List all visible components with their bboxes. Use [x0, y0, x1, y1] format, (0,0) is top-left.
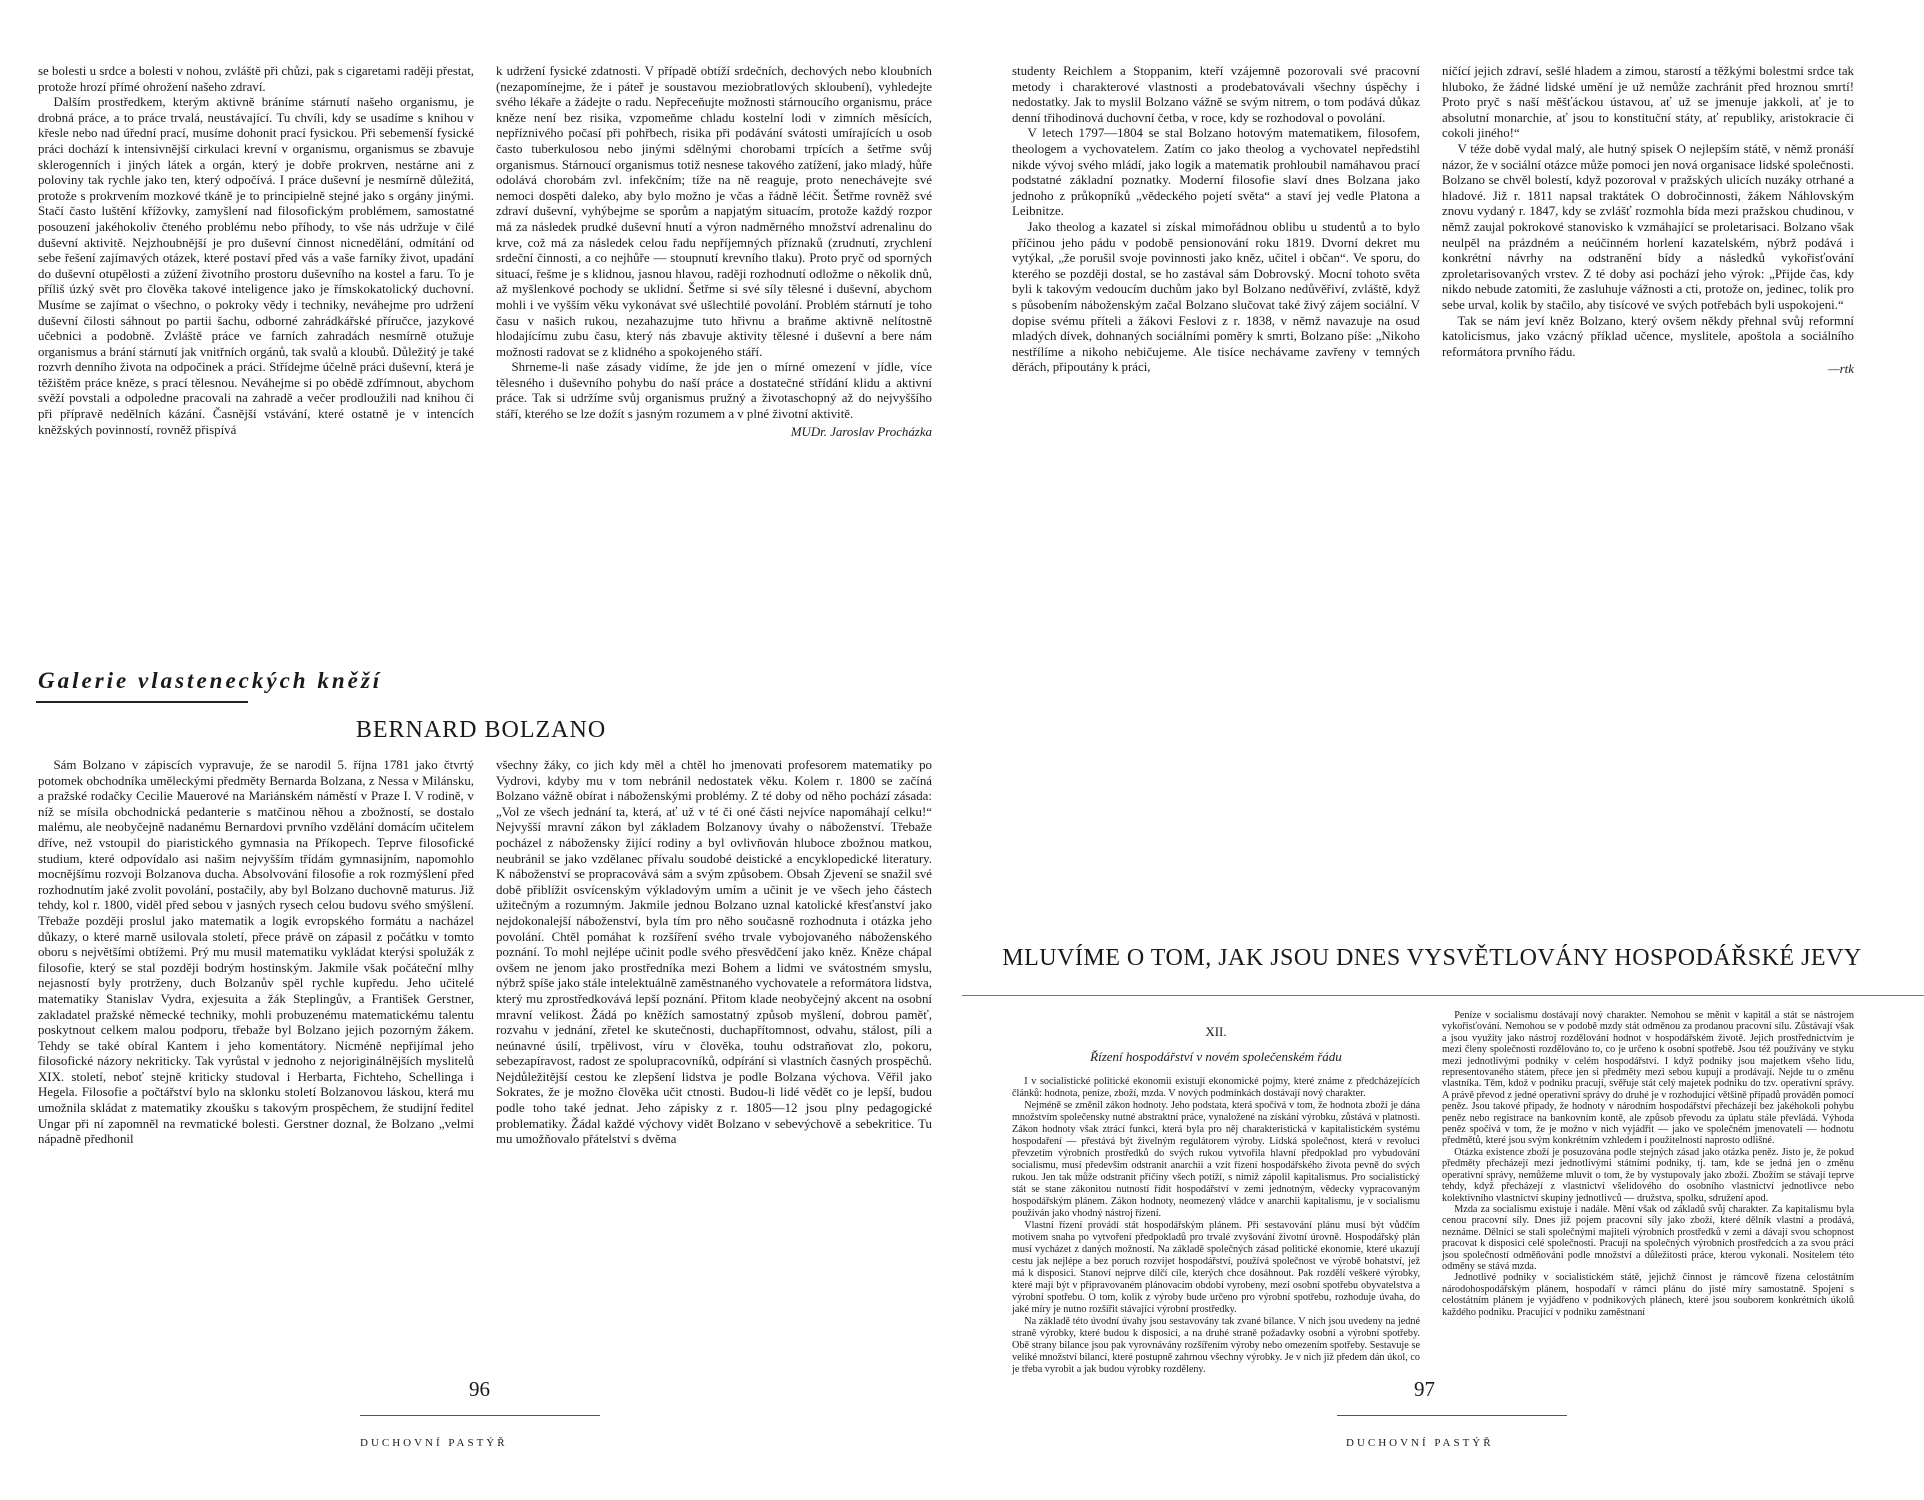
left-column-1: [38, 64, 474, 438]
paragraph: Otázka existence zboží je posuzována podle stejných zásad jako otázka peněz. Jisto je, že pokud předměty přecházejí mezi jednotlivými státními podniky, tj. tam, kde se jedná jen o změnu operativní správy, nemůžeme mluvit o tom, že by vystupovaly jako zboží. Zbožím se stávají teprve tehdy, když přecházejí z vlastnictví všelidového do osobního vlastnictví jednotlivce nebo kolektivního vlastnictví skupiny jednotlivců — družstva, spolku, sdružení apod.: [1442, 1146, 1854, 1204]
left-column-3: [38, 758, 474, 1148]
paragraph: všechny žáky, co jich kdy měl a chtěl ho jmenovati profesorem matematiky po Vydrovi, kdyby mu v tom nebránil nedostatek věku. Kolem r. 1800 se začíná Bolzano vážně obírat i náboženskými problémy. Z té doby od něho pochází zásada: „Vol ze všech jednání ta, která, ať už v té či oné části nejvíce napomáhají celku!“ Nejvyšší mravní zákon byl základem Bolzanovy úvahy o náboženství. Třebaže pocházel z nábožensky žijící rodiny a byl ovlivňován hluboce zbožnou matkou, neubránil se jako vzdělanec přívalu soudobé deistické a encyklopedické literatury. K náboženství se propracovává sám a svým způsobem. Obsah Zjevení se snažil své době přiblížit osvícenským výkladovým umím a učinit je ve všech jeho částech užitečným a rozumným. Jakmile jednou Bolzano uznal katolické křesťanství jako nejdokonalejší náboženství, byla tím pro něho současně rozhodnuta i otázka jeho povolání. Chtěl pomáhat k rozšíření svého trvale vybojovaného náboženského poznání. To mohl nejlépe učinit podle svého přesvědčení jako kněz. Kněze chápal ovšem ne jenom jako prostředníka mezi Bohem a lidmi ve svátostném smyslu, nýbrž spíše jako stále intelektuálně zaměstnaného vychovatele a reformátora lidstva, který mu zprostředkovává lepší poznání. Přitom klade neobyčejný akcent na osobní mravní velikost. Žádá po kněžích samostatný způsob myšlení, dobrou paměť, rozvahu v jednání, zřetel ke skutečnosti, duchapřítomnost, odvahu, stálost, píli a neúnavné úsilí, trpělivost, víru v člověka, touhu odstraňovat zlo, pokoru, sebezapíravost, radost ze spolupracovníků, odpírání si vlastních časných prospěchů. Nejdůležitější cestou ke zlepšení lidstva je podle Bolzana výchova. Věřil jako Sokrates, že je možno člověka učit ctnosti. Budou-li lidé vědět co je lepší, budou podle toho také jednat. Jeho zápisky z r. 1805—12 jsou plny pedagogické problematiky. Žádal každé výchovy vidět Bolzano v sebevýchově a sebekritice. Tu mu umožňovalo přátelství s dvěma: [496, 758, 932, 1147]
paragraph: se bolesti u srdce a bolesti v nohou, zvláště při chůzi, pak s cigaretami raději přestat, protože hrozí přímé ohrožení našeho zdraví.: [38, 64, 474, 94]
page-number: 96: [469, 1377, 490, 1401]
paragraph: ničící jejich zdraví, sešlé hladem a zimou, starostí a těžkými bolestmi srdce tak hluboko, že žádné lidské umění je už nemůže zachránit před hroznou smrtí! Proto pryč s naší měšťáckou ústavou, ať už se jmenuje jakkoli, ať je to absolutní monarchie, ať jsou to konstituční státy, ať republiky, aristokracie či cokoli jiného!“: [1442, 64, 1854, 141]
right-column-3: [1012, 1076, 1420, 1376]
author-signature: —rtk: [1828, 362, 1854, 377]
left-column-4: [496, 758, 932, 1148]
paragraph: studenty Reichlem a Stoppanim, kteří vzájemně pozorovali své pracovní metody i charakterové vlastnosti a prodebatovávali všechny úspěchy i nedostatky. Jak to myslil Bolzano vážně se svým nitrem, o tom podává důkaz denní třihodinová duchovní četba, v roce, kdy se rozhodoval o povolání.: [1012, 64, 1420, 125]
article-title: MLUVÍME O TOM, JAK JSOU DNES VYSVĚTLOVÁNY HOSPODÁŘSKÉ JEVY: [1002, 945, 1862, 971]
paragraph: Tak se nám jeví kněz Bolzano, který ovšem někdy přehnal svůj reformní katolicismus, jako vzácný příklad učence, myslitele, apoštola a sociálního reformátora prvního řádu.: [1442, 313, 1854, 359]
paragraph: Na základě této úvodní úvahy jsou sestavovány tak zvané bilance. V nich jsou uvedeny na jedné straně výrobky, které budou k disposici, a na druhé straně požadavky osobní a výrobní spotřeby. Obě strany bilance jsou pak vyrovnávány rozšířením výroby nebo omezením spotřeby. Sestavuje se veliké množství bilancí, které postupně zahrnou všechny výrobky. Je v nich již předem dán úkol, co je třeba vyrobit a jak budou výrobky rozděleny.: [1012, 1316, 1420, 1375]
paragraph: V téže době vydal malý, ale hutný spisek O nejlepším státě, v němž pronáší názor, že v sociální otázce může pomoci jen nová organisace lidské společnosti. Bolzano se chvěl bolestí, když pozoroval v pražských ulicích nuzáky otrhané a hladové. Již r. 1811 napsal traktátek O dobročinnosti, žákem Náhlovským znovu vydaný r. 1847, kdy se zvlášť rozmohla bída mezi pražskou chudinou, v němž zaujal pokrokové stanovisko k vzmáhající se proletarisaci. Bolzano však neulpěl na prázdném a neúčinném horlení kazatelském, nýbrž podává i konkrétní návrhy na odstranění bídy a následků vykořisťování zproletarisovaných vrstev. Z té doby asi pochází jeho výrok: „Přijde čas, kdy nikdo nebude zatomiti, že zasluhuje vážnosti a cti, protože on, jedinec, tolik pro sebe urval, kolik by stačilo, aby tisícové ve svých potřebách byli uspokojeni.“: [1442, 141, 1854, 312]
paragraph: I v socialistické politické ekonomii existují ekonomické pojmy, které známe z předcházejících článků: hodnota, peníze, zboží, mzda. V nových podmínkách dostávají nový charakter.: [1012, 1076, 1420, 1099]
section-subtitle: Řízení hospodářství v novém společenském řádu: [1090, 1049, 1342, 1064]
footer-rule: [360, 1415, 600, 1416]
footer-label: DUCHOVNÍ PASTÝŘ: [360, 1437, 508, 1449]
paragraph: Jako theolog a kazatel si získal mimořádnou oblibu u studentů a to bylo příčinou jeho pádu v podobě pensionování roku 1819. Dvorní dekret mu vytýkal, „že porušil svoje povinnosti jako kněz, učitel i občan“. Ve sporu, do kterého se později dostal, se ho zastával sám Dobrovský. Mocní tohoto světa byli k takovým vedoucím duchům jako byl Bolzano nedůvěřiví, zvláště, když s působením náboženským začal Bolzano slučovat také živý zájem sociální. V dopise svému příteli a žákovi Feslovi z r. 1838, v němž navazuje na osud mladých dívek, dohnaných sociálními poměry k smrti, Bolzano píše: „Nikoho nestřílíme a nikoho nebičujeme. Ale tisíce nechávame zavřeny v temných děrách, připoutány k práci,: [1012, 219, 1420, 375]
paragraph: Shrneme-li naše zásady vidíme, že jde jen o mírné omezení v jídle, více tělesného i duševního pohybu do naší práce a dostatečné střídání klidu a aktivní práce. Tak si udržíme svůj organismus pružný a životaschopný až do nejvyššího stáří, kterého se lze dožít s jasným rozumem a v plné životní aktivitě.: [496, 360, 932, 422]
paragraph: Vlastní řízení provádí stát hospodářským plánem. Při sestavování plánu musí být vůdčím motivem snaha po vytvoření předpokladů pro trvalé zvyšování životní úrovně. Hospodářský plán musí vycházet z daných možností. Na základě společných zásad politické ekonomie, které ukazují cestu jak nejlépe a bez poruch rozvíjet hospodářství, používá společnost ve výrobě bohatství, jež má k disposici. Stanoví nejprve dílčí cíle, kterých chce dosáhnout. Pak rozdělí veškeré výrobky, které mají být v připravovaném plánovacím období vyrobeny, mezi osobní spotřebu obyvatelstva a výrobní spotřebu. O tom, kolik z výroby bude určeno pro výrobní spotřebu, rozhoduje úvaha, do jaké míry je nutno rozšířit stávající výrobní prostředky.: [1012, 1220, 1420, 1315]
paragraph: Nejméně se změnil zákon hodnoty. Jeho podstata, která spočívá v tom, že hodnota zboží je dána množstvím společensky nutné abstraktní práce, vynaložené na získání výrobku, zůstává v platnosti. Zákon hodnoty však ztrácí funkci, která byla pro něj charakteristická v kapitalistickém systému hospodaření — přestává být živelným regulátorem výroby. Lidská společnost, která v revoluci převzetím výrobních prostředků do svých rukou vytvořila hlavní předpoklad pro vybudování socialismu, musí především odstranit anarchii a vzít řízení hospodářského života pevně do svých rukou. Jen tak může odstranit příčiny všech potíží, s nimiž zápolil kapitalismus. Pro socialistický stát se stane zákonitou nutností řídit hospodářství v zemi jednotným, vědecky vypracovaným hospodářským plánem. Zákon hodnoty, neomezený vládce v anarchii kapitalismu, je v socialismu používán jako vhodný nástroj řízení.: [1012, 1100, 1420, 1219]
article-title: BERNARD BOLZANO: [355, 717, 607, 743]
paragraph: V letech 1797—1804 se stal Bolzano hotovým matematikem, filosofem, theologem a vychovatelem. Zatím co jako theolog a vychovatel nepředstihl nikde vývoj svého mládí, jako logik a matematik prohloubil namáhavou prací podstatné základní poznatky. Moderní filosofie slaví dnes Bolzana jako jednoho z průkopníků „vědeckého pojetí světa“ a staví jej vedle Platona a Leibnitze.: [1012, 126, 1420, 219]
paragraph: Mzda za socialismu existuje i nadále. Mění však od základů svůj charakter. Za kapitalismu byla cenou pracovní síly. Dnes již pojem pracovní síly jako zboží, které dělník vlastní a prodává, neznáme. Dělníci se stali společnými majiteli výrobních prostředků v zemi a dávají svou schopnost pracovat k disposici celé společnosti. Pracují na společných výrobních prostředcích a za svou práci jsou společností odměňováni podle množství a důležitosti práce, kterou vykonali. Nositelem této odměny se stává mzda.: [1442, 1203, 1854, 1272]
section-title: Galerie vlasteneckých kněží: [38, 668, 383, 693]
section-number: XII.: [1205, 1024, 1227, 1039]
left-column-2: [496, 64, 932, 440]
author-signature: MUDr. Jaroslav Procházka: [790, 424, 932, 439]
footer-label: DUCHOVNÍ PASTÝŘ: [1346, 1437, 1494, 1449]
section-title-underline: [36, 701, 248, 703]
page-number: 97: [1414, 1377, 1435, 1401]
paragraph: Peníze v socialismu dostávají nový charakter. Nemohou se měnit v kapitál a stát se nástrojem vykořisťování. Nemohou se v podobě mzdy stát odměnou za prodanou pracovní sílu. Zůstávají však a jsou využity jako nástroj rozdělování hodnot v hospodářském životě. Jejich prostřednictvím je mezi členy společnosti rozdělováno to, co je určeno k osobní spotřebě. Jsou též používány ve styku mezi jednotlivými podniky v celém hospodářství. I když podniky jsou majetkem všeho lidu, representovaného státem, přece jen si předměty mezi sebou kupují a prodávají. Nejde tu o změnu vlastníka. Těm, kdož v podniku pracují, svěřuje stát celý majetek podniku do tzv. operativní správy. A právě převod z jedné operativní správy do druhé je v rozhodující většině případů prováděn pomocí peněz. Jsou takové případy, že hodnoty v národním hospodářství přecházejí bez jakéhokoli pohybu peněz nebo registrace na bankovním kontě, ale způsob převodu za úplatu stále převládá. Výhoda peněz spočívá v tom, že je možno v nich vyjádřit — jako ve společném jmenovateli — hodnotu předmětů, které jsou svým konkrétním vzhledem i použitelností naprosto odlišné.: [1442, 1010, 1854, 1147]
paragraph: Dalším prostředkem, kterým aktivně bráníme stárnutí našeho organismu, je drobná práce, a to práce trvalá, neustávající. Tu chvíli, kdy se usadíme s knihou v křesle nebo nad úřední prací, musíme dohonit prací fysickou. Při sebemenší fysické práci dochází k intensivnější cirkulaci krevní v organismu, organismus se zbavuje sklerogenních i jiných látek a orgán, který je dobře prokrven, nestárne ani z poloviny tak rychle jako ten, který odpočívá. I práce duševní je nesmírně důležitá, protože s prokrvením mozkové tkáně je to principielně stejné jako s orgány jinými. Stačí často luštění křížovky, zamyšlení nad filosofickým problémem, samostatné posouzení jakéhokoliv čteného problému nebo příhody, to vše nás udržuje v čilé duševní aktivitě. Nejzhoubnější je pro duševní činnost nicnedělání, odmítání od sebe řešení zajímavých otázek, které postaví před vás a vaše farníky život, upadání do duševní otupělosti a zúžení životního prostoru duševního na kostel a faru. To je příliš úzký svět pro člověka takové inteligence jako je římskokatolický duchovní. Musíme se zajímat o všechno, o pokroky vědy i techniky, neváhejme pro udržení duševní čilosti sáhnout po partii šachu, odborné zahrádkářské příručce, jazykové učebnici a podobně. Zvláště práce ve farních zahradách nesmírně otužuje organismus a brání stárnutí jak vnitřních orgánů, tak svalů a kloubů. Důležitý je také rozvrh denního života na odpočinek a práci. Střídejme účelně práci duševní, která je těžištěm práce kněze, s prací tělesnou. Neváhejme si po obědě zdřímnout, abychom svěží povstali a odpoledne pracovali na zahradě a večer prodloužili nad knihou či při přípravě nedělních kázání. Časnější vstávání, které ostatně je v intencích kněžských povinností, rovněž přispívá: [38, 95, 474, 437]
right-column-2: [1442, 64, 1854, 378]
title-rule: [962, 995, 1924, 996]
right-column-4: [1442, 1010, 1854, 1318]
page-97: [962, 0, 1924, 1500]
right-column-1: [1012, 64, 1420, 376]
paragraph: Jednotlivé podniky v socialistickém státě, jejichž činnost je rámcově řízena celostátním národohospodářským plánem, hospodaří v rámci plánu do jisté míry samostatně. Spojení s celostátním plánem je vyjádřeno v podnikových plánech, které jsou souborem konkrétních úkolů každého podniku. Pracující v podniku zaměstnaní: [1442, 1272, 1854, 1318]
paragraph: Sám Bolzano v zápiscích vypravuje, že se narodil 5. října 1781 jako čtvrtý potomek obchodníka uměleckými předměty Bernarda Bolzana, z Nessa v Milánsku, a pražské rodačky Cecilie Mauerové na Mariánském náměstí v Praze I. V rodině, v níž se mísila obchodnická pedanterie s matčinou něhou a zbožností, se dostalo malému, ale neobyčejně nadanému Bernardovi prvního vzdělání domácím učitelem dříve, než vstoupil do piaristického gymnasia na Příkopech. Teprve filosofické studium, které odpovídalo asi našim nejvyšším třídám gymnasijním, napomohlo mocnějšímu rozvoji Bolzanova ducha. Absolvování filosofie a rok rozmýšlení před rozhodnutím jaké zvolit povolání, postačily, aby byl Bolzano duchovně maturus. Již tehdy, kol r. 1800, viděl před sebou v jasných rysech celou budovu svého smýšlení. Třebaže později proslul jako matematik a logik evropského formátu a nacházel důkazy, o které marně usilovala století, přece právě on zápasil z počátku v tomto oboru s největšími obtížemi. Prý mu musil matematiku vykládat kterýsi spolužák z filosofie, který se stal později bodrým hostinským. Jakmile však počáteční mlhy nejasností byly protrženy, duch Bolzanův spěl rychle kupředu. Jeho učitelé matematiky Stanislav Vydra, exjesuita a žák Steplingův, a František Gerstner, zakladatel pražské německé techniky, mohli probuzenému matematickému talentu poskytnout celkem malou podporu, třebaže byl Bolzano jejich pozorným žákem. Tehdy se také obíral Kantem i jeho komentátory. Nicméně nepřijímal jeho filosofické názory nekriticky. Tak vyrůstal v jednoho z nejoriginálnějších myslitelů XIX. století, neboť stejně kriticky studoval i Herbarta, Fichteho, Schellinga i Hegela. Filosofie a počtářství bylo na sklonku století Bolzanovou láskou, která mu umožnila skládat z matematiky zkoušku s takovým prospěchem, že studijní ředitel Ungar při ní zapomněl na revmatické bolesti. Gerstner doznal, že Bolzano „velmi nápadně předhonil: [38, 758, 474, 1147]
paragraph: k udržení fysické zdatnosti. V případě obtíží srdečních, dechových nebo kloubních (nezapomínejme, že i páteř je soustavou meziobratlových skloubení), vyhledejte svého lékaře a žádejte o radu. Nepřeceňujte možnosti stárnoucího organismu, práce kněze není bez risika, vzpomeňme chladu kostelní lodi v zimních měsících, nepříznivého počasí při pohřbech, risika při podávání svátosti umírajících u osob často tuberkulosou nebo jinými sdělnými chorobami trpících a šetřme svůj organismus. Stárnoucí organismus totiž nesnese takového zatížení, jako mladý, hůře odolává chorobám zvl. infekčním; tíže na ně reaguje, proto nenechávejte své nemoci dospěti daleko, aby bylo možno je včas a řádně léčit. Šetřme rovněž své zdraví duševní, vyhýbejme se sporům a napjatým situacím, protože každý rozpor má za následek prudké duševní hnutí a výron nadměrného množství adrenalinu do krve, což má za následek celou řadu nepříjemných příznaků (zrudnutí, zrychlení srdeční činnosti, a co nejhůře — stoupnutí krevního tlaku). Proto pryč od sporných situací, řešme je s klidnou, jasnou hlavou, raději rozhodnutí odložme o několik dnů, až myšlenkové pochody se uklidní. Šetřme si své síly tělesné i duševní, abychom mohli i ve vyšším věku vykonávat své ušlechtilé povolání. Problém stárnutí je toho času v našich rukou, nezahazujme tuto hřivnu a braňme aktivně nelítostně hlodajícímu zubu času, který nás zbavuje aktivity tělesné i duševní a bere nám možnosti radovat se z klidného a spokojeného stáří.: [496, 64, 932, 359]
footer-rule: [1337, 1415, 1567, 1416]
